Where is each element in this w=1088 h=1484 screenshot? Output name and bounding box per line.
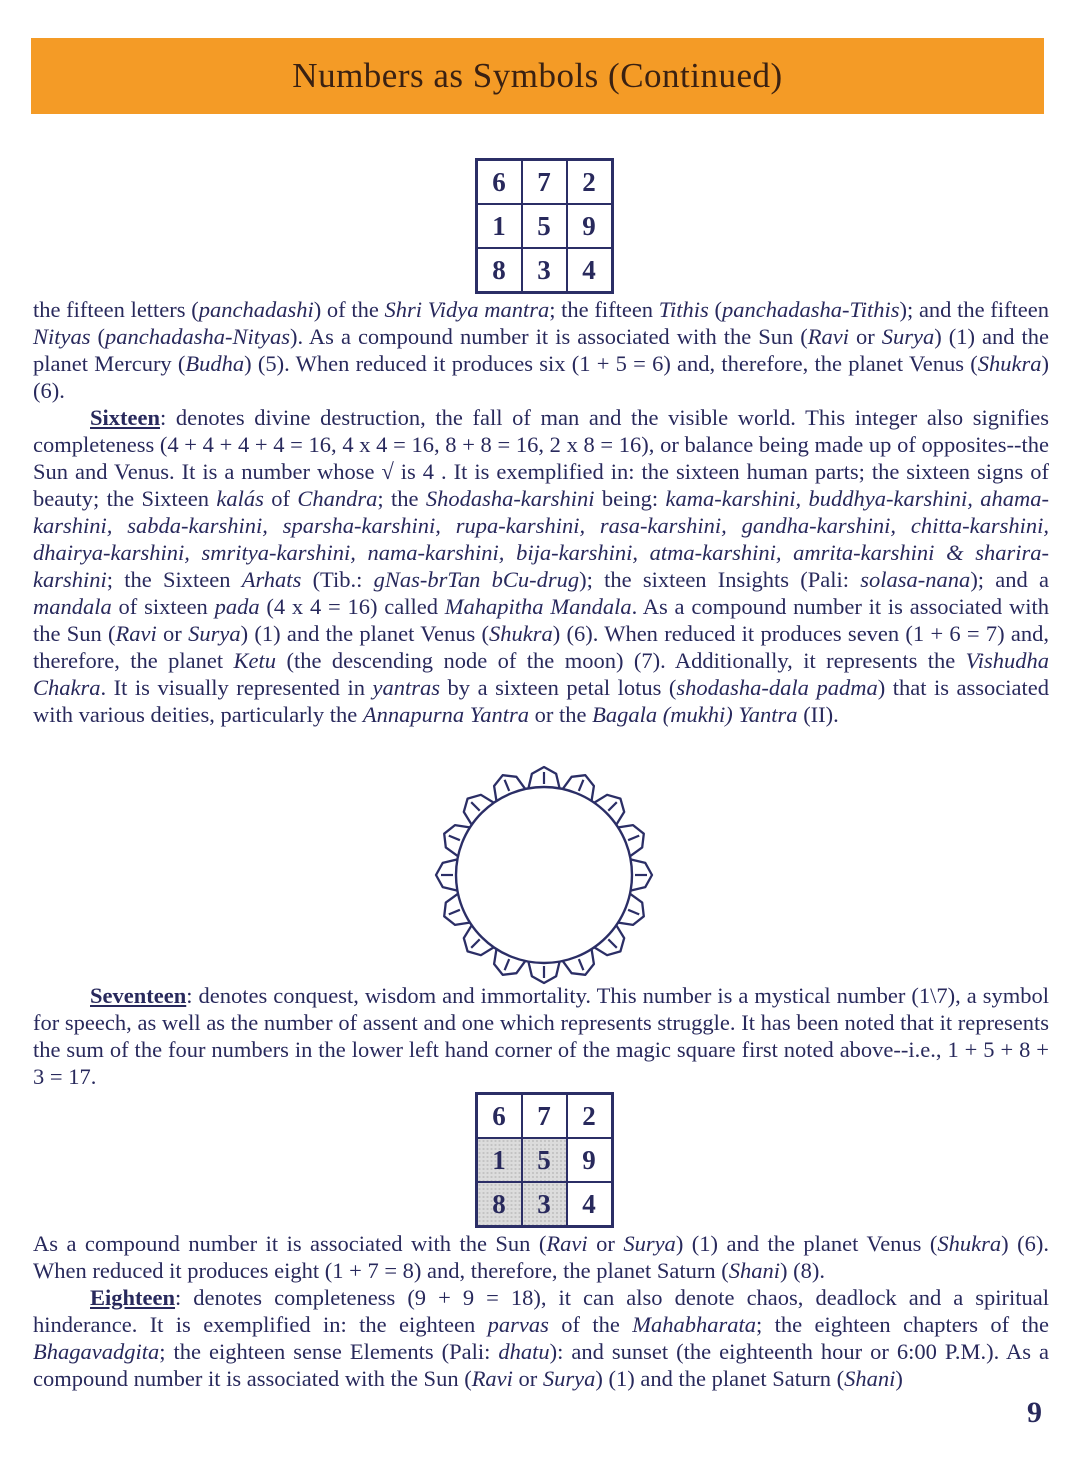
- magic-square-top-container: [0, 158, 1088, 294]
- section-header-banner: [31, 38, 1044, 114]
- square-cell: 6: [476, 160, 522, 205]
- paragraph: Eighteen: denotes completeness (9 + 9 = 18), it can also denote chaos, deadlock and a spiritual hinderance. It is exemplified in: the eighteen parvas of the Mahabharata; the eighteen chapters of the Bhagavadgita; the eighteen sense Elements (Pali: dhatu): and sunset (the eighteenth hour or 6:00 P.M.). As a compound number it is associated with the Sun (Ravi or Surya) (1) and the planet Saturn (Shani): [33, 1285, 1049, 1391]
- square-cell: 2: [567, 160, 613, 205]
- lotus-diagram-container: [433, 764, 655, 986]
- page-title: Numbers as Symbols (Continued): [292, 56, 783, 95]
- paragraph: As a compound number it is associated with the Sun (Ravi or Surya) (1) and the planet Venus (Shukra) (6). When reduced it produces eight (1 + 7 = 8) and, therefore, the planet Saturn (Shani) (8).: [33, 1231, 1049, 1283]
- body-text-block-2: [33, 982, 1049, 1090]
- square-cell: 9: [567, 204, 613, 248]
- lotus-circle: [456, 787, 632, 963]
- magic-square-bottom-container: [0, 1092, 1088, 1228]
- square-cell: 8: [476, 248, 522, 293]
- magic-square-bottom: [475, 1092, 614, 1228]
- square-cell: 6: [476, 1094, 522, 1139]
- paragraph: the fifteen letters (panchadashi) of the Shri Vidya mantra; the fifteen Tithis (panchadasha-Tithis); and the fifteen Nityas (panchadasha-Nityas). As a compound number it is associated with the Sun (Ravi or Surya) (1) and the planet Mercury (Budha) (5). When reduced it produces six (1 + 5 = 6) and, therefore, the planet Venus (Shukra) (6).: [33, 297, 1050, 403]
- page-number: 9: [1027, 1396, 1042, 1429]
- square-cell: 7: [522, 160, 567, 205]
- square-cell: 4: [567, 248, 613, 293]
- square-cell: 4: [567, 1182, 613, 1227]
- square-cell: 1: [476, 1138, 522, 1182]
- square-cell: 1: [476, 204, 522, 248]
- paragraph: Sixteen: denotes divine destruction, the fall of man and the visible world. This integer also signifies completeness (4 + 4 + 4 + 4 = 16, 4 x 4 = 16, 8 + 8 = 16, 2 x 8 = 16), or balance being made up of opposites--the Sun and Venus. It is a number whose √ is 4 . It is exemplified in: the sixteen human parts; the sixteen signs of beauty; the Sixteen kalás of Chandra; the Shodasha-karshini being: kama-karshini, buddhya-karshini, ahama-karshini, sabda-karshini, sparsha-karshini, rupa-karshini, rasa-karshini, gandha-karshini, chitta-karshini, dhairya-karshini, smritya-karshini, nama-karshini, bija-karshini, atma-karshini, amrita-karshini & sharira-karshini; the Sixteen Arhats (Tib.: gNas-brTan bCu-drug); the sixteen Insights (Pali: solasa-nana); and a mandala of sixteen pada (4 x 4 = 16) called Mahapitha Mandala. As a compound number it is associated with the Sun (Ravi or Surya) (1) and the planet Venus (Shukra) (6). When reduced it produces seven (1 + 6 = 7) and, therefore, the planet Ketu (the descending node of the moon) (7). Additionally, it represents the Vishudha Chakra. It is visually represented in yantras by a sixteen petal lotus (shodasha-dala padma) that is associated with various deities, particularly the Annapurna Yantra or the Bagala (mukhi) Yantra (II).: [33, 405, 1050, 727]
- magic-square-top: [475, 158, 614, 294]
- lotus-diagram: [433, 764, 655, 986]
- square-cell: 3: [522, 1182, 567, 1227]
- square-cell: 5: [522, 1138, 567, 1182]
- paragraph: Seventeen: denotes conquest, wisdom and immortality. This number is a mystical number (1\7), a symbol for speech, as well as the number of assent and one which represents struggle. It has been noted that it represents the sum of the four numbers in the lower left hand corner of the magic square first noted above--i.e., 1 + 5 + 8 + 3 = 17.: [33, 983, 1049, 1089]
- square-cell: 9: [567, 1138, 613, 1182]
- body-text-block-3: [33, 1230, 1049, 1392]
- square-cell: 8: [476, 1182, 522, 1227]
- square-cell: 3: [522, 248, 567, 293]
- square-cell: 7: [522, 1094, 567, 1139]
- square-cell: 5: [522, 204, 567, 248]
- body-text-block-1: [33, 296, 1049, 728]
- square-cell: 2: [567, 1094, 613, 1139]
